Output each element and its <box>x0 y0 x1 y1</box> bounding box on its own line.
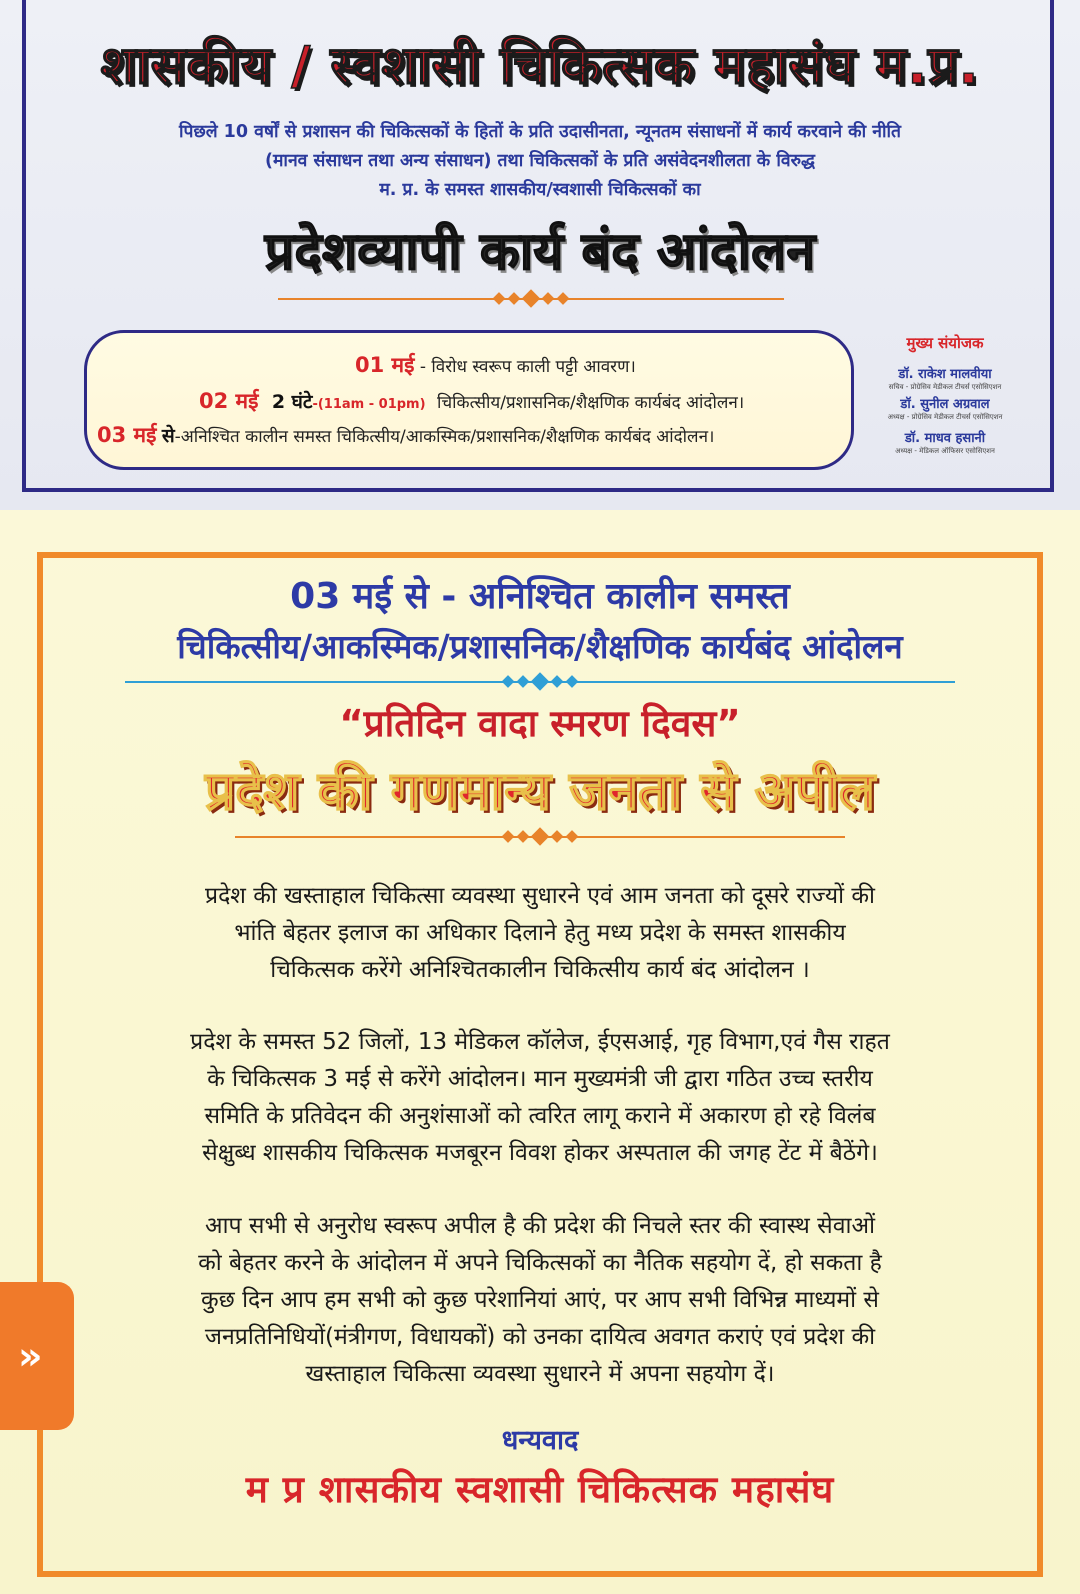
intro-line: म. प्र. के समस्त शासकीय/स्वशासी चिकित्सकों का <box>379 180 701 200</box>
coordinator-role: सचिव - प्रोग्रेसिव मेडीकल टीचर्स एसोसिएशन <box>888 383 1002 391</box>
paragraph-line: आप सभी से अनुरोध स्वरूप अपील है की प्रदेश की निचले स्तर की स्वास्थ सेवाओं <box>205 1213 875 1239</box>
ornament-divider <box>125 675 955 689</box>
schedule-text: चिकित्सीय/प्रशासनिक/शैक्षणिक कार्यबंद आंदोलन। <box>436 393 745 413</box>
paragraph-line: प्रदेश की खस्ताहाल चिकित्सा व्यवस्था सुधारने एवं आम जनता को दूसरे राज्यों की <box>204 883 875 909</box>
thanks-text: धन्यवाद <box>501 1425 579 1456</box>
paragraph-line: के चिकित्सक 3 मई से करेंगे आंदोलन। मान मुख्यमंत्री जी द्वारा गठित उच्च स्तरीय <box>207 1066 873 1092</box>
strike-heading-line-1: 03 मई से - अनिश्चित कालीन समस्त <box>290 576 790 617</box>
schedule-hours: 2 घंटे <box>271 391 313 413</box>
coordinator-name: डॉ. माधव हसानी <box>904 431 986 446</box>
schedule-row-2 <box>199 387 744 415</box>
schedule-from: से <box>161 425 175 447</box>
coordinator-role: अध्यक्ष - प्रोग्रेसिव मेडीकल टीचर्स एसोसिएशन <box>887 413 1003 421</box>
paragraph-3 <box>68 1208 1012 1393</box>
paragraph-1 <box>68 878 1012 989</box>
quote-title: “प्रतिदिन वादा स्मरण दिवस” <box>339 702 741 745</box>
share-tab-button[interactable] <box>0 1282 74 1430</box>
paragraph-line: को बेहतर करने के आंदोलन में अपने चिकित्सकों का नैतिक सहयोग दें, हो सकता है <box>198 1250 882 1276</box>
coordinator-name: डॉ. सुनील अग्रवाल <box>900 397 990 412</box>
schedule-row-3 <box>97 421 714 449</box>
paragraph-2 <box>68 1024 1012 1172</box>
intro-text <box>50 118 1030 205</box>
coordinator-name: डॉ. राकेश मालवीया <box>898 367 992 382</box>
top-poster <box>0 0 1080 510</box>
strike-title: प्रदेशव्यापी कार्य बंद आंदोलन <box>264 222 816 282</box>
intro-line: पिछले 10 वर्षों से प्रशासन की चिकित्सकों के हितों के प्रति उदासीनता, न्यूनतम संसाधनों में कार्य करवाने की नीति <box>178 122 902 142</box>
org-title: शासकीय / स्वशासी चिकित्सक महासंघ म.प्र. <box>100 36 980 96</box>
paragraph-line: जनप्रतिनिधियों(मंत्रीगण, विधायकों) को उनका दायित्व अवगत कराएं एवं प्रदेश की <box>204 1324 876 1350</box>
schedule-date: 03 मई <box>97 423 157 447</box>
paragraph-line: प्रदेश के समस्त 52 जिलों, 13 मेडिकल कॉलेज, ईएसआई, गृह विभाग,एवं गैस राहत <box>190 1029 890 1055</box>
ornament-divider <box>278 292 784 306</box>
signature-org: म प्र शासकीय स्वशासी चिकित्सक महासंघ <box>245 1468 835 1511</box>
ornament-divider <box>235 830 845 844</box>
appeal-title: प्रदेश की गणमान्य जनता से अपील <box>205 761 875 822</box>
bottom-poster <box>0 510 1080 1594</box>
strike-heading-line-2: चिकित्सीय/आकस्मिक/प्रशासनिक/शैक्षणिक कार्यबंद आंदोलन <box>177 627 903 666</box>
schedule-date: 02 मई <box>199 389 259 413</box>
paragraph-line: भांति बेहतर इलाज का अधिकार दिलाने हेतु मध्य प्रदेश के समस्त शासकीय <box>234 920 846 946</box>
paragraph-line: सेक्षुब्ध शासकीय चिकित्सक मजबूरन विवश होकर अस्पताल की जगह टेंट में बैठेंगे। <box>202 1140 878 1166</box>
paragraph-line: समिति के प्रतिवेदन की अनुशंसाओं को त्वरित लागू कराने में अकारण हो रहे विलंब <box>204 1103 876 1129</box>
schedule-row-1 <box>355 351 636 379</box>
schedule-date: 01 मई <box>355 353 415 377</box>
paragraph-line: कुछ दिन आप हम सभी को कुछ परेशानियां आएं, पर आप सभी विभिन्न माध्यमों से <box>201 1287 879 1313</box>
double-chevron-right-icon: » <box>18 1334 43 1378</box>
paragraph-line: खस्ताहाल चिकित्सा व्यवस्था सुधारने में अपना सहयोग दें। <box>305 1361 775 1387</box>
schedule-box <box>84 330 854 470</box>
coordinators-heading: मुख्य संयोजक <box>906 334 984 352</box>
schedule-time: -(11am - 01pm) <box>312 397 426 412</box>
paragraph-line: चिकित्सक करेंगे अनिश्चितकालीन चिकित्सीय कार्य बंद आंदोलन । <box>270 957 810 983</box>
coordinator-role: अध्यक्ष - मेडिकल ऑफिसर एसोसिएशन <box>895 447 995 455</box>
schedule-text: -अनिश्चित कालीन समस्त चिकित्सीय/आकस्मिक/प्रशासनिक/शैक्षणिक कार्यबंद आंदोलन। <box>174 427 715 447</box>
schedule-text: - विरोध स्वरूप काली पट्टी आवरण। <box>419 357 636 377</box>
intro-line: (मानव संसाधन तथा अन्य संसाधन) तथा चिकित्सकों के प्रति असंवेदनशीलता के विरुद्ध <box>264 151 816 171</box>
